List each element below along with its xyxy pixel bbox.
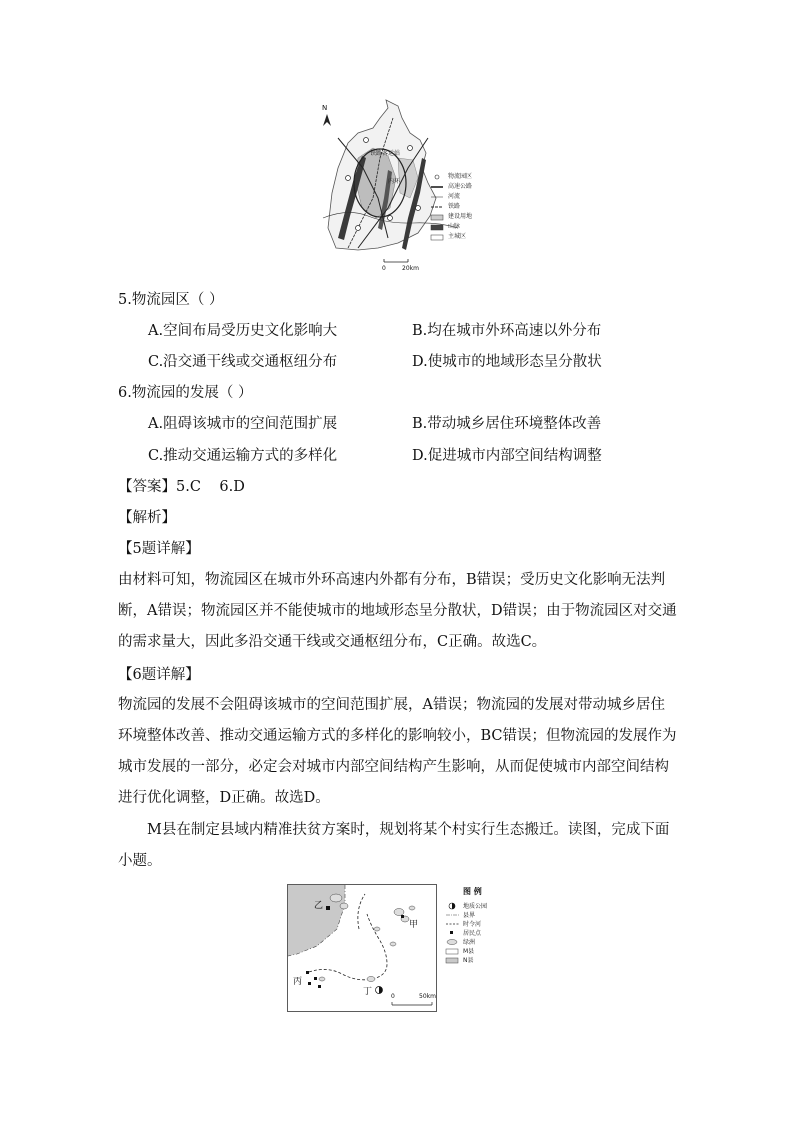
north-label: N <box>322 104 328 112</box>
logistics-park-marker <box>408 146 413 151</box>
scale-zero: 0 <box>382 265 386 272</box>
q5-option-a: A.空间布局受历史文化影响大 <box>148 323 338 339</box>
legend-item: 县界 <box>463 912 476 919</box>
place-bing: 丙 <box>293 977 303 987</box>
county-map-figure <box>287 884 505 1012</box>
oasis <box>390 942 396 946</box>
logistics-park-marker <box>346 176 351 181</box>
q5-option-d: D.使城市的地域形态呈分散状 <box>412 354 602 370</box>
white-box-icon <box>446 949 458 954</box>
ellipse-icon <box>447 940 457 945</box>
county-legend-symbols <box>445 902 461 982</box>
dark-box-icon <box>431 225 443 230</box>
legend-item: 居民点 <box>463 930 482 937</box>
legend-item: 山脉 <box>448 223 461 230</box>
legend-item: N县 <box>463 957 474 964</box>
map-label-inner-ring: 内环 <box>388 178 401 185</box>
city-map-legend <box>430 173 500 253</box>
settlement <box>306 971 309 974</box>
settlement <box>401 915 404 918</box>
legend-item: 主城区 <box>448 233 467 240</box>
place-ding: 丁 <box>363 987 373 997</box>
legend-item: 物流园区 <box>448 173 473 180</box>
intro-question-2: M县在制定县域内精准扶贫方案时，规划将某个村实行生态搬迁。读图，完成下面小题。 <box>118 822 670 869</box>
oasis <box>367 977 375 982</box>
settlement <box>326 906 330 910</box>
settlement <box>318 985 321 988</box>
legend-symbols <box>430 173 448 253</box>
q5-stem: 5.物流园区（ ） <box>118 292 224 308</box>
oasis <box>319 977 325 981</box>
legend-item: 铁路 <box>448 203 461 210</box>
scale-distance: 50km <box>419 993 436 1000</box>
q6-stem: 6.物流园的发展（ ） <box>118 385 253 401</box>
map-label-station: 铁路客运站 <box>370 150 401 157</box>
q6-option-a: A.阻碍该城市的空间范围扩展 <box>148 416 338 432</box>
white-box-icon <box>431 235 443 240</box>
legend-item: 地质公园 <box>463 903 488 910</box>
logistics-park-marker <box>388 216 393 221</box>
legend-item: 河流 <box>448 193 461 200</box>
logistics-park-marker <box>364 138 369 143</box>
oasis <box>330 894 342 902</box>
q5-option-b: B.均在城市外环高速以外分布 <box>412 323 602 339</box>
gray-box-icon <box>446 958 458 963</box>
legend-item: M县 <box>463 948 475 955</box>
legend-item: 高速公路 <box>448 183 473 190</box>
detail6-text: 物流园的发展不会阻碍该城市的空间范围扩展，A错误；物流园的发展对带动城乡居住环境整体改善、推动交通运输方式的多样化的影响较小，BC错误；但物流园的发展作为城市发展的一部分，必定会对城市内部空间结构产生影响，从而促使城市内部空间结构进行优化调整，D正确。故选D。 <box>118 697 677 806</box>
detail5-heading: 【5题详解】 <box>118 541 200 557</box>
circle-outline-icon <box>435 175 439 179</box>
logistics-park-marker <box>416 206 421 211</box>
north-arrow-icon <box>323 114 331 126</box>
square-icon <box>450 931 453 934</box>
detail5-text: 由材料可知，物流园区在城市外环高速内外都有分布，B错误；受历史文化影响无法判断，A错误；物流园区并不能使城市的地域形态呈分散状，D错误；由于物流园区对交通的需求量大，因此多沿交通干线或交通枢纽分布，C正确。故选C。 <box>118 572 677 650</box>
place-yi: 乙 <box>314 901 324 911</box>
legend-title: 图 例 <box>463 886 482 896</box>
oasis <box>374 927 380 931</box>
q6-option-b: B.带动城乡居住环境整体改善 <box>412 416 602 432</box>
legend-item: 建设用地 <box>448 213 473 220</box>
answer: 【答案】5.C 6.D <box>118 479 245 495</box>
oasis <box>340 903 348 909</box>
q5-option-c: C.沿交通干线或交通枢纽分布 <box>148 354 338 370</box>
scale-distance: 20km <box>402 265 419 272</box>
legend-item: 绿洲 <box>463 939 476 946</box>
oasis <box>394 909 404 916</box>
place-jia: 甲 <box>409 920 419 930</box>
detail6-heading: 【6题详解】 <box>118 667 200 683</box>
settlement <box>308 982 311 985</box>
analysis-heading: 【解析】 <box>118 510 176 526</box>
q6-option-c: C.推动交通运输方式的多样化 <box>148 448 338 464</box>
scale-zero: 0 <box>391 993 395 1000</box>
legend-item: 时令河 <box>463 921 482 928</box>
q6-option-d: D.促进城市内部空间结构调整 <box>412 448 602 464</box>
light-box-icon <box>431 215 443 220</box>
logistics-park-marker <box>356 226 361 231</box>
oasis <box>409 906 415 910</box>
settlement <box>314 977 317 980</box>
county-map <box>287 884 437 1012</box>
